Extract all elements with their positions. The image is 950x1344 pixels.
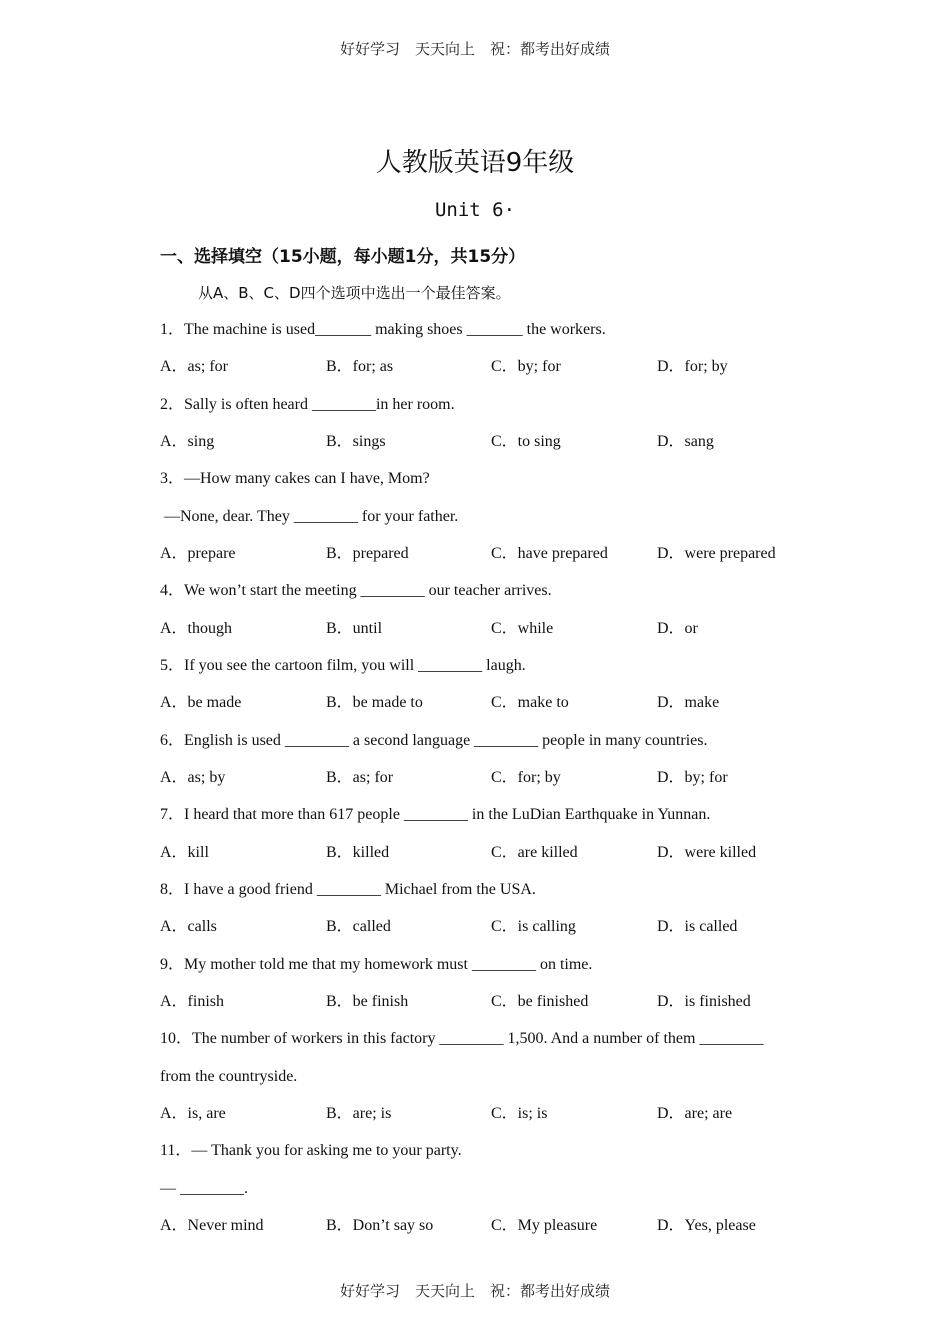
option-d: D．Yes, please (657, 1217, 756, 1234)
option-c: C．to sing (491, 433, 561, 450)
option-d: D．were killed (657, 844, 757, 861)
option-c: C．by; for (491, 358, 561, 375)
option-a: A．as; by (160, 769, 226, 786)
option-b: B．for; as (326, 358, 394, 375)
option-b: B．are; is (326, 1105, 392, 1122)
question-stem: 4．We won’t start the meeting ________ our teacher arrives. (160, 582, 552, 599)
question-stem: 7．I heard that more than 617 people ________ in the LuDian Earthquake in Yunnan. (160, 806, 711, 823)
question-stem: 6．English is used ________ a second language ________ people in many countries. (160, 732, 708, 749)
option-d: D．by; for (657, 769, 728, 786)
question-stem: 2．Sally is often heard ________in her room. (160, 396, 455, 413)
option-c: C．make to (491, 694, 569, 711)
option-d: D．were prepared (657, 545, 776, 562)
question-stem-continued: from the countryside. (160, 1068, 298, 1085)
option-d: D．for; by (657, 358, 728, 375)
option-d: D．sang (657, 433, 714, 450)
option-b: B．be made to (326, 694, 423, 711)
option-c: C．are killed (491, 844, 578, 861)
option-b: B．killed (326, 844, 390, 861)
page-header: 好好学习 天天向上 祝：都考出好成绩 (339, 40, 610, 58)
option-b: B．until (326, 620, 383, 637)
option-a: A．is, are (160, 1105, 226, 1122)
question-stem: 11．— Thank you for asking me to your party. (160, 1142, 462, 1159)
option-a: A．sing (160, 433, 215, 450)
option-a: A．be made (160, 694, 242, 711)
option-a: A．Never mind (160, 1217, 264, 1234)
section-heading: 一、选择填空（15小题，每小题1分，共15分） (160, 247, 526, 267)
option-c: C．while (491, 620, 554, 637)
option-a: A．kill (160, 844, 209, 861)
question-stem: 9．My mother told me that my homework must ________ on time. (160, 956, 593, 973)
option-a: A．as; for (160, 358, 228, 375)
option-c: C．is; is (491, 1105, 548, 1122)
option-a: A．though (160, 620, 233, 637)
option-c: C．be finished (491, 993, 589, 1010)
option-c: C．for; by (491, 769, 561, 786)
option-b: B．called (326, 918, 391, 935)
option-a: A．finish (160, 993, 225, 1010)
option-d: D．is called (657, 918, 738, 935)
option-d: D．or (657, 620, 698, 637)
option-c: C．have prepared (491, 545, 608, 562)
question-stem-continued: —None, dear. They ________ for your father. (160, 508, 459, 525)
option-c: C．My pleasure (491, 1217, 598, 1234)
option-c: C．is calling (491, 918, 576, 935)
option-d: D．make (657, 694, 720, 711)
question-stem: 8．I have a good friend ________ Michael from the USA. (160, 881, 536, 898)
option-b: B．Don’t say so (326, 1217, 434, 1234)
question-stem: 10．The number of workers in this factory ________ 1,500. And a number of them ________ (160, 1030, 764, 1047)
option-a: A．calls (160, 918, 217, 935)
page-footer: 好好学习 天天向上 祝：都考出好成绩 (339, 1282, 610, 1300)
question-stem: 3．—How many cakes can I have, Mom? (160, 470, 430, 487)
instruction-text: 从A、B、C、D四个选项中选出一个最佳答案。 (198, 284, 511, 302)
option-b: B．be finish (326, 993, 409, 1010)
option-b: B．prepared (326, 545, 409, 562)
question-stem: 1．The machine is used_______ making shoes _______ the workers. (160, 321, 606, 338)
question-stem-continued: — ________. (160, 1180, 248, 1197)
question-stem: 5．If you see the cartoon film, you will ________ laugh. (160, 657, 526, 674)
option-d: D．is finished (657, 993, 751, 1010)
unit-subtitle: Unit 6· (434, 199, 516, 221)
option-a: A．prepare (160, 545, 236, 562)
option-b: B．sings (326, 433, 386, 450)
option-b: B．as; for (326, 769, 394, 786)
option-d: D．are; are (657, 1105, 733, 1122)
page-title: 人教版英语9年级 (375, 148, 575, 178)
